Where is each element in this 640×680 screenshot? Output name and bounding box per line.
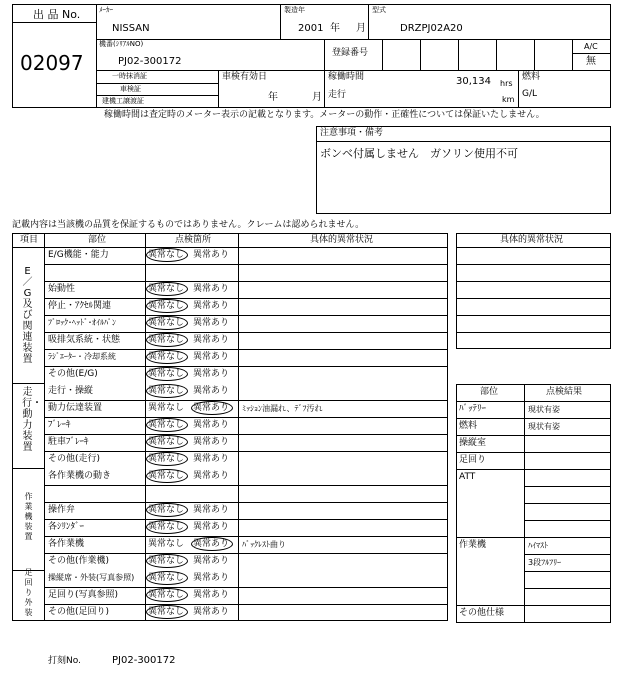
table-row bbox=[44, 485, 448, 502]
abnormal-option[interactable]: 異常あり bbox=[193, 471, 230, 481]
registration-label: 登録番号 bbox=[332, 48, 369, 58]
serial-label: 機番(ｼﾘｱﾙNO) bbox=[99, 40, 144, 48]
results-row-part: 燃料 bbox=[459, 421, 478, 431]
lot-label: 出 品 No. bbox=[33, 8, 81, 21]
selected-circle-mark bbox=[146, 605, 188, 619]
serial-value: PJ02-300172 bbox=[118, 56, 182, 67]
row-part-label: 停止・ｱｸｾﾙ関連 bbox=[48, 301, 112, 311]
selected-circle-mark bbox=[146, 282, 188, 296]
abnormal-option[interactable]: 異常あり bbox=[193, 335, 230, 345]
table-row bbox=[44, 383, 448, 400]
abnormal-option[interactable]: 異常あり bbox=[193, 522, 230, 532]
normal-option[interactable]: 異常なし bbox=[148, 471, 185, 481]
normal-option[interactable]: 異常なし bbox=[148, 590, 185, 600]
abnormal-option[interactable]: 異常あり bbox=[193, 420, 230, 430]
group-label: 作業機装置 bbox=[24, 491, 33, 541]
group-label: E／G及び関連装置 bbox=[22, 265, 33, 365]
cert-vehicle-inspection: 車検証 bbox=[120, 85, 141, 93]
normal-option[interactable]: 異常なし bbox=[148, 522, 185, 532]
results-col-result-header: 点検結果 bbox=[546, 387, 583, 397]
model-label: 型式 bbox=[372, 6, 386, 14]
inspection-label: 車検有効日 bbox=[222, 72, 268, 82]
selected-circle-mark bbox=[146, 520, 188, 534]
normal-option[interactable]: 異常なし bbox=[148, 573, 185, 583]
hours-unit: hrs bbox=[500, 79, 513, 88]
selected-circle-mark bbox=[146, 299, 188, 313]
row-part-label: E/G機能・能力 bbox=[48, 250, 109, 260]
row-part-label: ﾌﾞﾛｯｸ･ﾍｯﾄﾞ･ｵｲﾙﾊﾟﾝ bbox=[48, 318, 116, 327]
stamp-value: PJ02-300172 bbox=[112, 655, 176, 666]
group-label: 足回り外装 bbox=[24, 568, 33, 617]
maker-label: ﾒｰｶｰ bbox=[99, 6, 113, 14]
year-label: 製造年 bbox=[284, 6, 305, 14]
selected-circle-mark bbox=[146, 350, 188, 364]
abnormal-option[interactable]: 異常あり bbox=[193, 250, 230, 260]
normal-option[interactable]: 異常なし bbox=[148, 607, 185, 617]
row-part-label: ﾌﾞﾚｰｷ bbox=[48, 420, 71, 430]
normal-option[interactable]: 異常なし bbox=[148, 250, 185, 260]
row-part-label: 足回り(写真参照) bbox=[48, 590, 119, 600]
normal-option[interactable]: 異常なし bbox=[148, 301, 185, 311]
normal-option[interactable]: 異常なし bbox=[148, 539, 185, 549]
row-part-label: 走行・操縦 bbox=[48, 386, 94, 396]
table-row bbox=[44, 366, 448, 383]
results-row-part: 操縦室 bbox=[459, 438, 487, 448]
right-detail-header: 具体的異常状況 bbox=[500, 235, 564, 245]
hours-value: 30,134 bbox=[456, 76, 491, 87]
row-part-label: 操作弁 bbox=[48, 505, 76, 515]
normal-option[interactable]: 異常なし bbox=[148, 454, 185, 464]
row-part-label: その他(走行) bbox=[48, 454, 101, 464]
ac-label: A/C bbox=[584, 42, 598, 51]
row-part-label: 吸排気系統・状態 bbox=[48, 335, 121, 345]
row-part-label: 始動性 bbox=[48, 284, 76, 294]
results-row-part: その他仕様 bbox=[459, 608, 505, 618]
results-col-part-header: 部位 bbox=[480, 387, 499, 397]
lot-number: 02097 bbox=[20, 51, 84, 75]
row-part-label: 各ｼﾘﾝﾀﾞｰ bbox=[48, 522, 85, 532]
year-unit: 年 bbox=[330, 23, 340, 34]
notes-value: ボンベ付属しません ガソリン使用不可 bbox=[320, 147, 518, 160]
cert-transfer: 建機工譲渡証 bbox=[102, 97, 144, 105]
abnormal-option[interactable]: 異常あり bbox=[193, 301, 230, 311]
normal-option[interactable]: 異常なし bbox=[148, 437, 185, 447]
abnormal-option[interactable]: 異常あり bbox=[193, 403, 230, 413]
abnormal-option[interactable]: 異常あり bbox=[193, 369, 230, 379]
month-unit: 月 bbox=[356, 23, 366, 34]
hours-label: 稼働時間 bbox=[328, 72, 365, 82]
normal-option[interactable]: 異常なし bbox=[148, 505, 185, 515]
quality-disclaimer: 記載内容は当該機の品質を保証するものではありません。クレームは認められません。 bbox=[12, 220, 365, 230]
fuel-label: 燃料 bbox=[522, 72, 541, 82]
results-row-value: 現状有姿 bbox=[528, 405, 560, 414]
row-part-label: 各作業機 bbox=[48, 539, 85, 549]
col-item-header: 項目 bbox=[20, 235, 39, 245]
normal-option[interactable]: 異常なし bbox=[148, 403, 185, 413]
abnormal-option[interactable]: 異常あり bbox=[193, 437, 230, 447]
normal-option[interactable]: 異常なし bbox=[148, 386, 185, 396]
table-row bbox=[44, 502, 448, 519]
abnormal-option[interactable]: 異常あり bbox=[193, 284, 230, 294]
abnormal-option[interactable]: 異常あり bbox=[193, 556, 230, 566]
row-part-label: ﾗｼﾞｴｰﾀｰ・冷却系統 bbox=[48, 352, 116, 361]
table-row bbox=[44, 519, 448, 536]
notes-label: 注意事項・備考 bbox=[320, 128, 384, 138]
normal-option[interactable]: 異常なし bbox=[148, 284, 185, 294]
abnormal-option[interactable]: 異常あり bbox=[193, 607, 230, 617]
col-part-header: 部位 bbox=[88, 235, 107, 245]
inspection-year-unit: 年 bbox=[268, 92, 278, 103]
selected-circle-mark bbox=[146, 418, 188, 432]
selected-circle-mark bbox=[191, 401, 233, 415]
normal-option[interactable]: 異常なし bbox=[148, 369, 185, 379]
table-row bbox=[44, 451, 448, 468]
normal-option[interactable]: 異常なし bbox=[148, 335, 185, 345]
results-row-part: 作業機 bbox=[459, 540, 487, 550]
table-row bbox=[44, 434, 448, 451]
results-row-part: ATT bbox=[459, 472, 476, 482]
selected-circle-mark bbox=[146, 452, 188, 466]
row-part-label: 動力伝達装置 bbox=[48, 403, 103, 413]
normal-option[interactable]: 異常なし bbox=[148, 556, 185, 566]
row-part-label: 各作業機の動き bbox=[48, 471, 112, 481]
notes-box bbox=[316, 126, 611, 214]
cert-temporary-cancel: 一時抹消証 bbox=[112, 72, 147, 80]
results-row-part: 足回り bbox=[459, 455, 487, 465]
abnormal-option[interactable]: 異常あり bbox=[193, 539, 230, 549]
selected-circle-mark bbox=[146, 367, 188, 381]
km-unit: km bbox=[502, 95, 515, 104]
results-row-value: 3段ﾌﾙﾌﾘｰ bbox=[528, 558, 562, 567]
results-row-value: 現状有姿 bbox=[528, 422, 560, 431]
row-detail-text: ﾐｯｼｮﾝ油漏れ、ﾃﾞﾌ汚れ bbox=[242, 404, 323, 413]
travel-label: 走行 bbox=[328, 90, 347, 100]
results-row-part: ﾊﾞｯﾃﾘｰ bbox=[459, 404, 487, 414]
stamp-label: 打刻No. bbox=[48, 656, 81, 666]
abnormal-option[interactable]: 異常あり bbox=[193, 318, 230, 328]
row-part-label: 駐車ﾌﾞﾚｰｷ bbox=[48, 437, 89, 447]
year-value: 2001 bbox=[298, 23, 324, 34]
col-check-header: 点検箇所 bbox=[175, 235, 212, 245]
table-row bbox=[44, 264, 448, 281]
abnormal-option[interactable]: 異常あり bbox=[193, 386, 230, 396]
selected-circle-mark bbox=[146, 554, 188, 568]
table-row bbox=[44, 281, 448, 298]
model-value: DRZPJ02A20 bbox=[400, 23, 463, 34]
abnormal-option[interactable]: 異常あり bbox=[193, 352, 230, 362]
row-part-label: その他(足回り) bbox=[48, 607, 110, 617]
abnormal-option[interactable]: 異常あり bbox=[193, 505, 230, 515]
selected-circle-mark bbox=[146, 316, 188, 330]
row-detail-text: ﾊﾞｯｸﾚｽﾄ曲り bbox=[242, 540, 286, 549]
ac-value: 無 bbox=[586, 56, 596, 67]
row-part-label: その他(作業機) bbox=[48, 556, 110, 566]
table-row bbox=[44, 417, 448, 434]
selected-circle-mark bbox=[191, 537, 233, 551]
selected-circle-mark bbox=[146, 503, 188, 517]
selected-circle-mark bbox=[146, 248, 188, 262]
hours-disclaimer: 稼働時間は査定時のメーター表示の記載となります。メーターの動作・正確性については保証いたしません。 bbox=[104, 110, 545, 120]
group-label: 走行・動力装置 bbox=[22, 387, 42, 453]
selected-circle-mark bbox=[146, 384, 188, 398]
selected-circle-mark bbox=[146, 435, 188, 449]
selected-circle-mark bbox=[146, 469, 188, 483]
maker-value: NISSAN bbox=[112, 23, 150, 34]
selected-circle-mark bbox=[146, 333, 188, 347]
row-part-label: その他(E/G) bbox=[48, 369, 98, 379]
results-row-value: ﾊｲﾏｽﾄ bbox=[528, 541, 548, 550]
abnormal-option[interactable]: 異常あり bbox=[193, 590, 230, 600]
col-detail-header: 具体的異常状況 bbox=[310, 235, 374, 245]
normal-option[interactable]: 異常なし bbox=[148, 318, 185, 328]
abnormal-option[interactable]: 異常あり bbox=[193, 573, 230, 583]
normal-option[interactable]: 異常なし bbox=[148, 420, 185, 430]
selected-circle-mark bbox=[146, 588, 188, 602]
abnormal-option[interactable]: 異常あり bbox=[193, 454, 230, 464]
row-part-label: 操縦席・外装(写真参照) bbox=[48, 573, 135, 582]
selected-circle-mark bbox=[146, 571, 188, 585]
inspection-month-unit: 月 bbox=[312, 92, 322, 103]
normal-option[interactable]: 異常なし bbox=[148, 352, 185, 362]
fuel-value: G/L bbox=[522, 89, 538, 99]
